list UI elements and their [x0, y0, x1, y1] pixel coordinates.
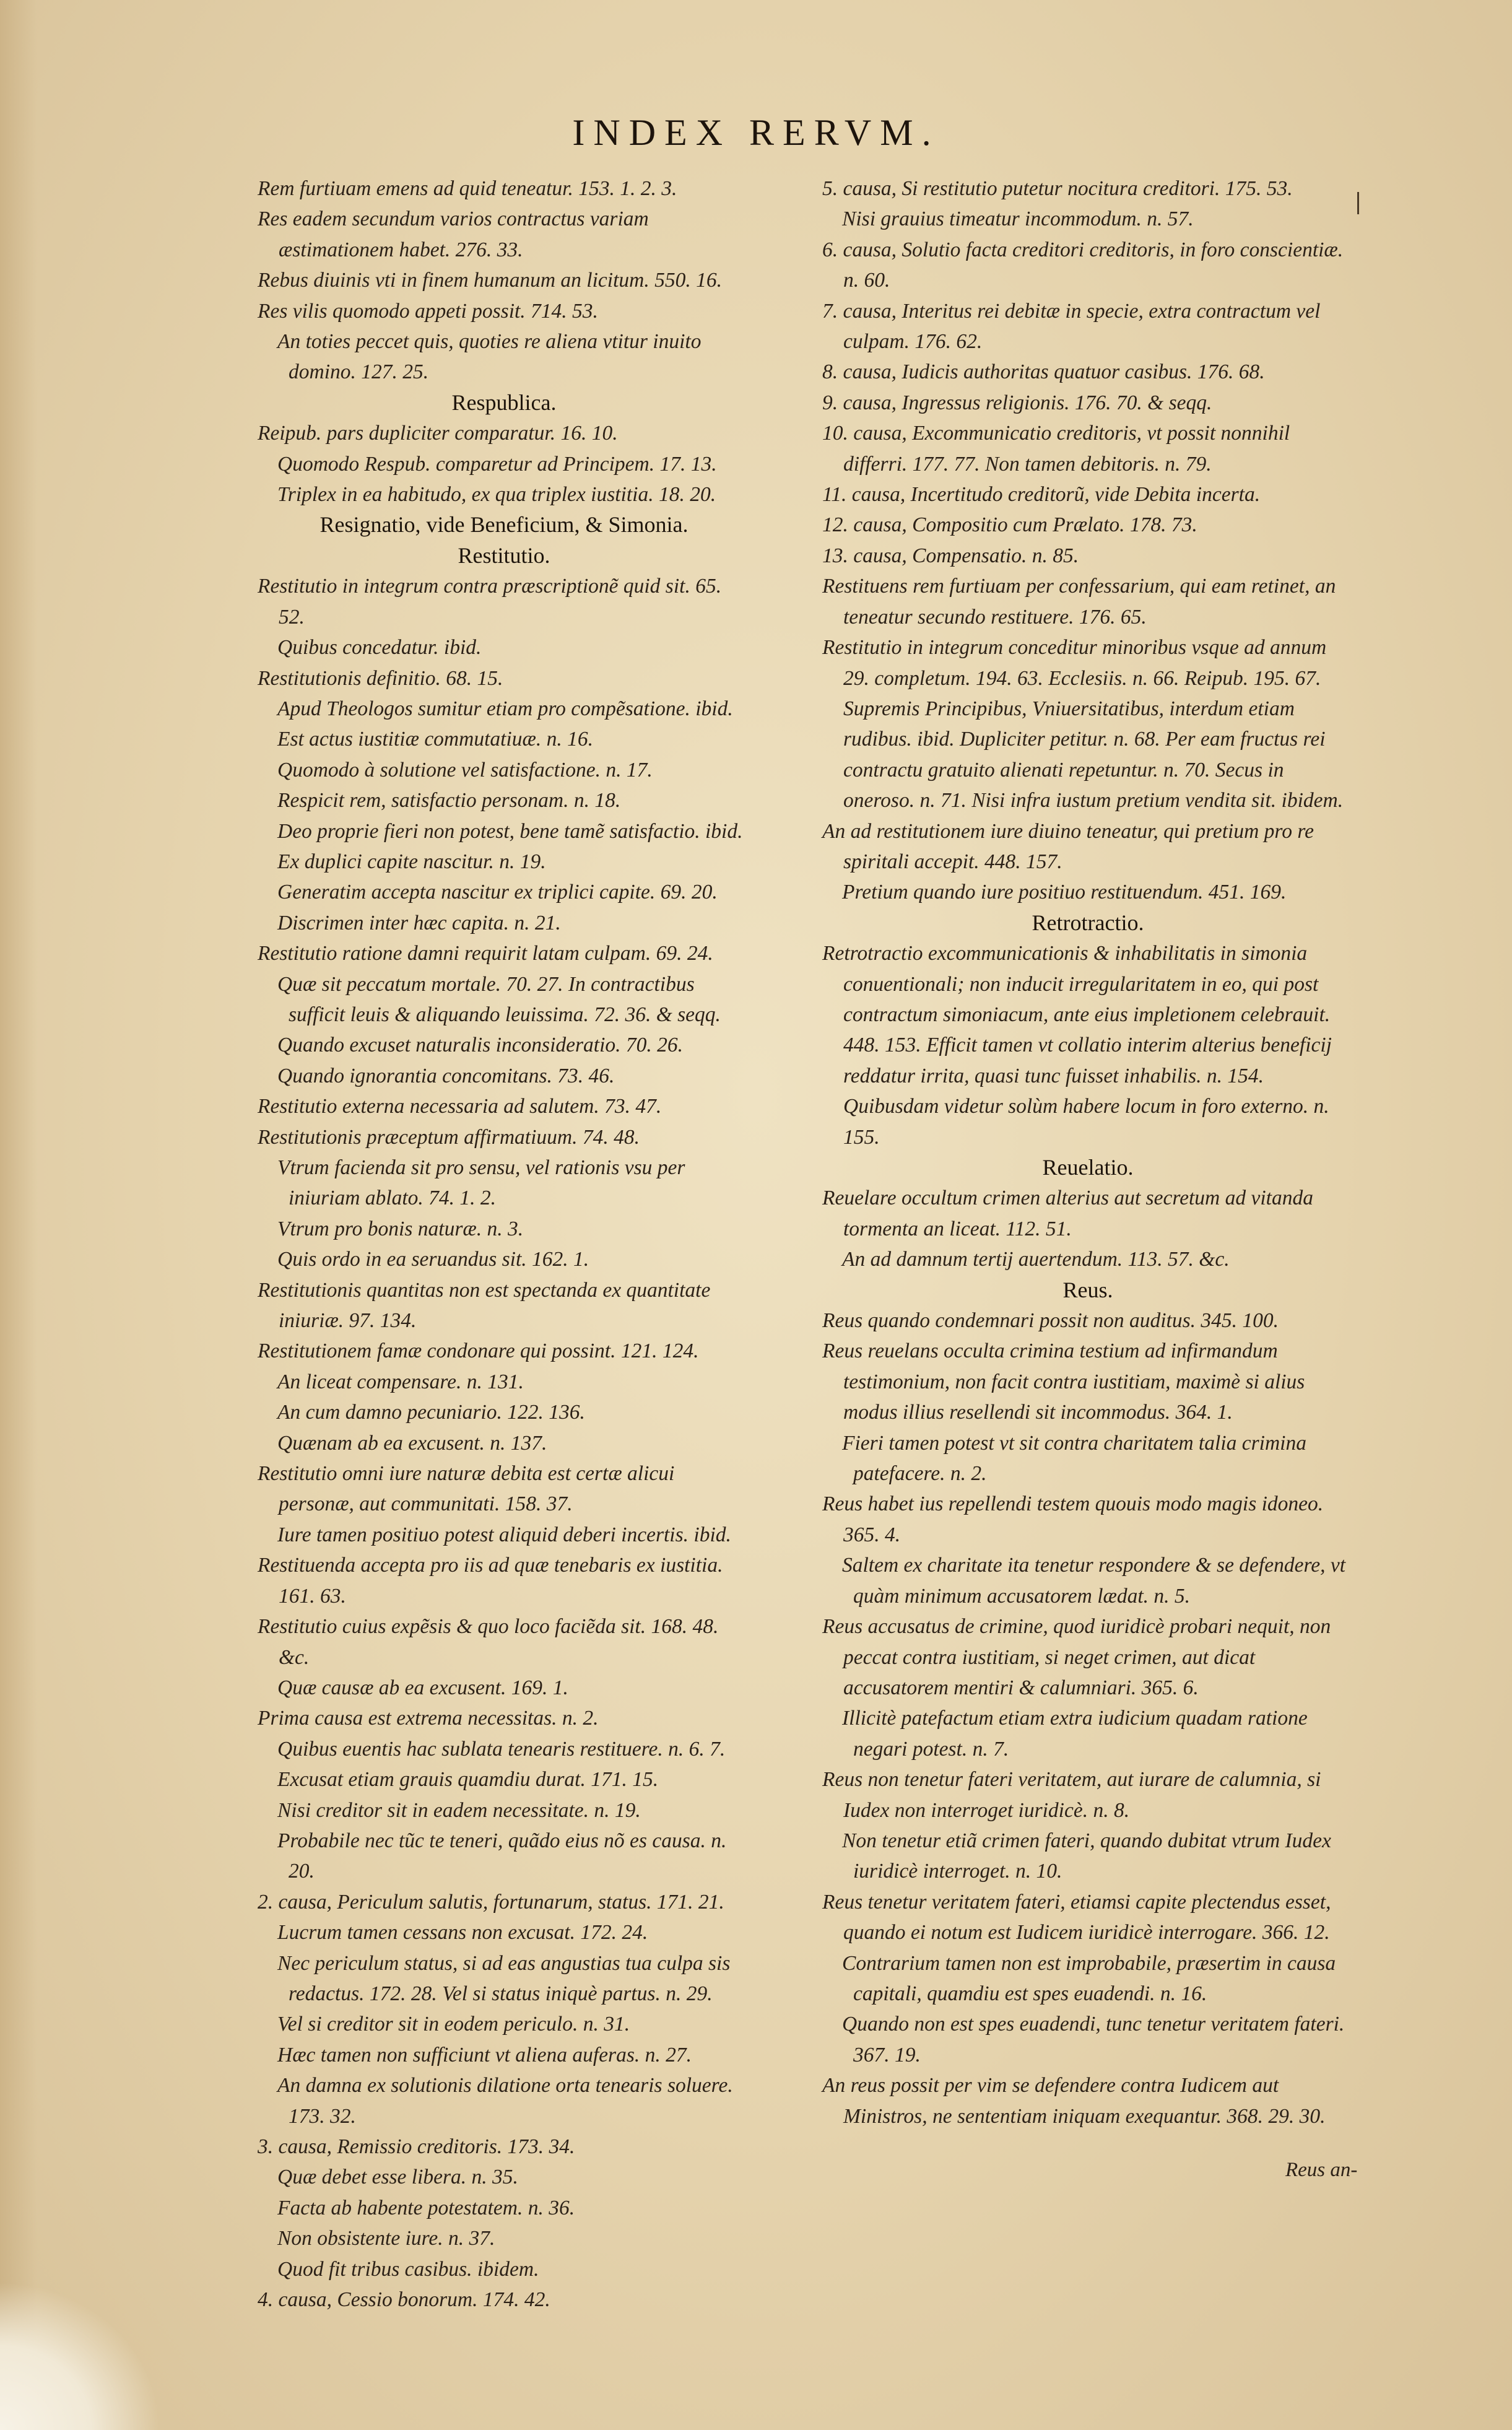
index-subentry: Saltem ex charitate ita tenetur respondere & se defendere, vt quàm minimum accusatorem lædat. n. 5.: [842, 1554, 1346, 1608]
index-subentry: Excusat etiam grauis quamdiu durat. 171. 15.: [277, 1768, 659, 1792]
index-subentry: Vtrum facienda sit pro sensu, vel rationis vsu per iniuriam ablato. 74. 1. 2.: [277, 1156, 685, 1210]
index-entry: 9. causa, Ingressus religionis. 176. 70. & seqq.: [822, 391, 1212, 414]
index-entry: Res eadem secundum varios contractus variam æstimationem habet. 276. 33.: [258, 207, 649, 261]
index-heading: Resignatio, vide Beneficium, & Simonia.: [319, 512, 689, 538]
index-subentry: Triplex in ea habitudo, ex qua triplex iustitia. 18. 20.: [277, 483, 716, 507]
index-entry: Rebus diuinis vti in finem humanum an licitum. 550. 16.: [258, 269, 722, 292]
index-subentry: Fieri tamen potest vt sit contra charitatem talia crimina patefacere. n. 2.: [842, 1431, 1306, 1486]
index-entry: An ad restitutionem iure diuino teneatur, qui pretium pro re spiritali accepit. 448. 157.: [822, 819, 1314, 873]
index-subentry: Hæc tamen non sufficiunt vt aliena auferas. n. 27.: [277, 2043, 692, 2066]
index-subentry: Quæ causæ ab ea excusent. 169. 1.: [277, 1676, 568, 1699]
index-subentry: Nisi grauius timeatur incommodum. n. 57.: [842, 207, 1194, 231]
index-entry: Restitutio cuius expẽsis & quo loco faciẽda sit. 168. 48. &c.: [258, 1615, 719, 1669]
index-subentry: Quibus euentis hac sublata tenearis restituere. n. 6. 7.: [277, 1737, 726, 1761]
index-subentry: Illicitè patefactum etiam extra iudicium quadam ratione negari potest. n. 7.: [842, 1707, 1308, 1761]
index-entry: Restitutio in integrum contra præscriptionẽ quid sit. 65. 52.: [258, 575, 722, 629]
index-entry: Reus tenetur veritatem fateri, etiamsi capite plectendus esset, quando ei notum est Iudicem iuridicè interrogare. 366. 12.: [822, 1890, 1331, 1944]
index-entry: Reus habet ius repellendi testem quouis modo magis idoneo. 365. 4.: [822, 1492, 1324, 1546]
index-entry: Restitutionis quantitas non est spectanda ex quantitate iniuriæ. 97. 134.: [258, 1278, 711, 1333]
index-subentry: An liceat compensare. n. 131.: [277, 1370, 524, 1393]
margin-mark: [1357, 192, 1359, 214]
index-entry: 8. causa, Iudicis authoritas quatuor casibus. 176. 68.: [822, 360, 1265, 384]
index-subentry: Iure tamen positiuo potest aliquid deberi incertis. ibid.: [277, 1523, 731, 1546]
index-entry: 6. causa, Solutio facta creditori creditoris, in foro conscientiæ. n. 60.: [822, 238, 1344, 292]
index-entry: Reus reuelans occulta crimina testium ad infirmandum testimonium, non facit contra iustitiam, maximè si alius modus illius resellendi sit incommodus. 364. 1.: [822, 1339, 1305, 1424]
catchword: Reus an-: [1285, 2159, 1358, 2181]
index-subentry: Quomodo Respub. comparetur ad Principem. 17. 13.: [277, 452, 717, 476]
index-subentry: Quando non est spes euadendi, tunc tenetur veritatem fateri. 367. 19.: [842, 2013, 1345, 2066]
index-heading: Reus.: [1062, 1277, 1113, 1302]
index-subentry: Vel si creditor sit in eodem periculo. n. 31.: [277, 2013, 630, 2036]
index-subentry: Quod fit tribus casibus. ibidem.: [277, 2257, 539, 2281]
index-subentry: An ad damnum tertij auertendum. 113. 57. &c.: [842, 1248, 1230, 1271]
index-entry: Restitutionis præceptum affirmatiuum. 74. 48.: [258, 1125, 640, 1149]
index-subentry: Est actus iustitiæ commutatiuæ. n. 16.: [277, 728, 593, 751]
page-header: INDEX RERVM.: [572, 112, 940, 153]
index-entry: 10. causa, Excommunicatio creditoris, vt possit nonnihil differri. 177. 77. Non tamen debitoris. n. 79.: [822, 422, 1290, 476]
index-subentry: Generatim accepta nascitur ex triplici capite. 69. 20.: [277, 881, 718, 904]
index-subentry: Ex duplici capite nascitur. n. 19.: [277, 850, 546, 873]
index-entry: Restituenda accepta pro iis ad quæ tenebaris ex iustitia. 161. 63.: [258, 1554, 723, 1608]
index-subentry: An cum damno pecuniario. 122. 136.: [277, 1401, 585, 1424]
index-entry: 12. causa, Compositio cum Prælato. 178. 73.: [822, 513, 1197, 537]
index-subentry: Contrarium tamen non est improbabile, præsertim in causa capitali, quamdiu est spes euadendi. n. 16.: [842, 1951, 1336, 2005]
index-subentry: Vtrum pro bonis naturæ. n. 3.: [277, 1217, 524, 1240]
index-subentry: Quomodo à solutione vel satisfactione. n. 17.: [277, 758, 653, 782]
index-subentry: Probabile nec tũc te teneri, quãdo eius nõ es causa. n. 20.: [277, 1829, 727, 1883]
index-subentry: An toties peccet quis, quoties re aliena vtitur inuito domino. 127. 25.: [277, 330, 702, 384]
index-entry: 5. causa, Si restitutio putetur nocitura creditori. 175. 53.: [822, 177, 1293, 200]
index-entry: Reus quando condemnari possit non auditus. 345. 100.: [822, 1309, 1279, 1333]
index-entry: Reipub. pars dupliciter comparatur. 16. 10.: [258, 422, 618, 445]
index-entry: Restitutio omni iure naturæ debita est certæ alicui personæ, aut communitati. 158. 37.: [258, 1462, 675, 1516]
index-entry: Restituens rem furtiuam per confessarium, qui eam retinet, an teneatur secundo restituere. 176. 65.: [822, 575, 1336, 629]
index-subentry: Deo proprie fieri non potest, bene tamẽ satisfactio. ibid.: [277, 819, 743, 843]
index-subentry: Nec periculum status, si ad eas angustias tua culpa sis redactus. 172. 28. Vel si status iniquè partus. n. 29.: [277, 1951, 731, 2005]
index-subentry: Apud Theologos sumitur etiam pro compẽsatione. ibid.: [277, 697, 733, 720]
index-subentry: Discrimen inter hæc capita. n. 21.: [277, 911, 561, 934]
index-subentry: Quando ignorantia concomitans. 73. 46.: [277, 1064, 615, 1087]
index-heading: Restitutio.: [458, 542, 550, 568]
index-subentry: Pretium quando iure positiuo restituendum. 451. 169.: [842, 881, 1287, 904]
index-entry: Reus accusatus de crimine, quod iuridicè probari nequit, non peccat contra iustitiam, si neget crimen, aut dicat accusatorem mentiri & calumniari. 365. 6.: [822, 1615, 1331, 1699]
index-entry: An reus possit per vim se defendere contra Iudicem aut Ministros, ne sententiam iniquam exequantur. 368. 29. 30.: [822, 2074, 1326, 2128]
index-entry: Reus non tenetur fateri veritatem, aut iurare de calumnia, si Iudex non interroget iuridicè. n. 8.: [822, 1768, 1321, 1822]
index-subentry: Non obsistente iure. n. 37.: [277, 2227, 495, 2250]
index-entry: 11. causa, Incertitudo creditorũ, vide Debita incerta.: [822, 483, 1261, 507]
index-subentry: Quæ sit peccatum mortale. 70. 27. In contractibus sufficit leuis & aliquando leuissima. 72. 36. & seqq.: [277, 972, 721, 1026]
index-entry: Prima causa est extrema necessitas. n. 2.: [258, 1707, 599, 1730]
index-subentry: Quando excuset naturalis inconsideratio. 70. 26.: [277, 1034, 684, 1057]
index-subentry: An damna ex solutionis dilatione orta tenearis soluere. 173. 32.: [277, 2074, 733, 2128]
index-entry: Retrotractio excommunicationis & inhabilitatis in simonia conuentionali; non inducit irregularitatem in eo, qui post contractum simoniacum, ante eius impletionem celebrauit. 448. 153. Efficit tamen vt collatio interim alterius beneficij reddatur irrita, quasi tunc fuisset inhabilis. n. 154. Quibusdam videtur solùm habere locum in foro externo. n. 155.: [822, 942, 1332, 1149]
index-entry: Restitutio ratione damni requirit latam culpam. 69. 24.: [258, 942, 713, 965]
index-subentry: Lucrum tamen cessans non excusat. 172. 24.: [277, 1921, 648, 1944]
index-subentry: Quænam ab ea excusent. n. 137.: [277, 1431, 547, 1455]
index-entry: 4. causa, Cessio bonorum. 174. 42.: [258, 2288, 550, 2312]
index-subentry: Non tenetur etiã crimen fateri, quando dubitat vtrum Iudex iuridicè interroget. n. 10.: [842, 1829, 1331, 1883]
index-entry: Rem furtiuam emens ad quid teneatur. 153. 1. 2. 3.: [258, 177, 677, 200]
index-entry: Restitutionis definitio. 68. 15.: [258, 666, 503, 690]
index-heading: Respublica.: [451, 390, 557, 415]
index-entry: 3. causa, Remissio creditoris. 173. 34.: [258, 2135, 575, 2158]
index-entry: 13. causa, Compensatio. n. 85.: [822, 544, 1079, 567]
index-entry: Restitutionem famæ condonare qui possint. 121. 124.: [258, 1339, 699, 1363]
index-entry: 2. causa, Periculum salutis, fortunarum, status. 171. 21.: [258, 1890, 724, 1914]
index-entry: Restitutio in integrum conceditur minoribus vsque ad annum 29. completum. 194. 63. Ecclesiis. n. 66. Reipub. 195. 67. Supremis Principibus, Vniuersitatibus, interdum etiam rudibus. ibid. Dupliciter petitur. n. 68. Per eam fructus rei contractu gratuito alienati repetuntur. n. 70. Secus in oneroso. n. 71. Nisi infra iustum pretium vendita sit. ibidem.: [822, 636, 1344, 812]
index-entry: Res vilis quomodo appeti possit. 714. 53.: [258, 299, 598, 323]
index-entry: Restitutio externa necessaria ad salutem. 73. 47.: [258, 1095, 662, 1118]
index-subentry: Quis ordo in ea seruandus sit. 162. 1.: [277, 1248, 589, 1271]
left-column: [258, 173, 750, 2315]
index-subentry: Quibus concedatur. ibid.: [277, 636, 482, 660]
index-heading: Reuelatio.: [1042, 1155, 1134, 1180]
index-subentry: Quæ debet esse libera. n. 35.: [277, 2166, 518, 2189]
right-column: [822, 173, 1353, 2132]
index-entry: Reuelare occultum crimen alterius aut secretum ad vitanda tormenta an liceat. 112. 51.: [822, 1187, 1313, 1240]
index-subentry: Nisi creditor sit in eadem necessitate. n. 19.: [277, 1798, 641, 1822]
index-subentry: Respicit rem, satisfactio personam. n. 18.: [277, 789, 621, 812]
index-entry: 7. causa, Interitus rei debitæ in specie, extra contractum vel culpam. 176. 62.: [822, 299, 1321, 354]
index-heading: Retrotractio.: [1032, 910, 1144, 935]
index-subentry: Facta ab habente potestatem. n. 36.: [277, 2196, 575, 2219]
